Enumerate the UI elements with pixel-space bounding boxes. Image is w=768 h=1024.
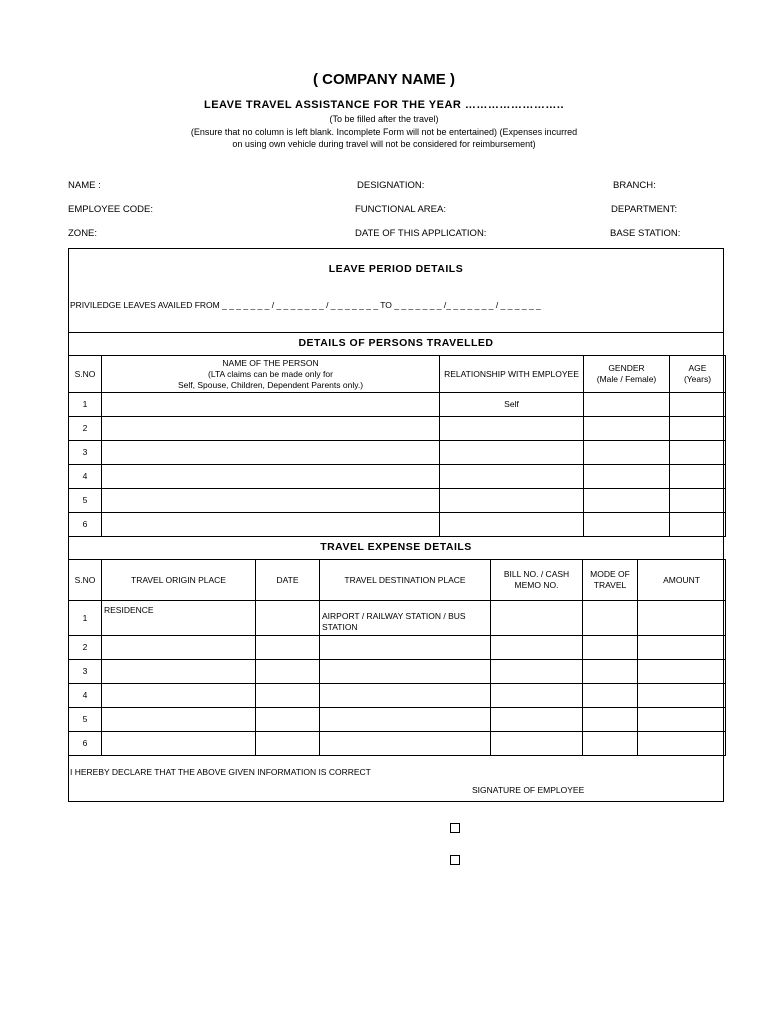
origin-cell[interactable]: RESIDENCE [102,601,256,636]
destination-cell[interactable] [320,708,491,732]
mode-cell[interactable] [583,601,638,636]
row-sno: 3 [69,441,102,465]
gender-cell[interactable] [584,489,670,513]
person-name-cell[interactable] [102,465,440,489]
person-name-cell[interactable] [102,441,440,465]
table-row [69,732,726,756]
age-cell[interactable] [670,513,726,537]
table-row [69,417,726,441]
origin-cell[interactable] [102,708,256,732]
signature-label: SIGNATURE OF EMPLOYEE [472,785,585,795]
table-row [69,601,726,636]
col-age [670,356,726,393]
col-mode-line2: TRAVEL [593,580,627,590]
bill-cell[interactable] [491,601,583,636]
row-sno: 3 [69,660,102,684]
age-cell[interactable] [670,441,726,465]
form-note-2: (Ensure that no column is left blank. Incomplete Form will not be entertained) (Expenses incurred [190,127,578,137]
form-title: LEAVE TRAVEL ASSISTANCE FOR THE YEAR …………………….. [203,99,565,111]
destination-cell[interactable] [320,660,491,684]
persons-table [68,355,726,537]
person-name-cell[interactable] [102,393,440,417]
relationship-cell[interactable] [440,441,584,465]
relationship-cell[interactable] [440,417,584,441]
date-cell[interactable] [256,684,320,708]
row-sno: 4 [69,465,102,489]
age-cell[interactable] [670,393,726,417]
amount-cell[interactable] [638,708,726,732]
col-age-line2: (Years) [683,374,712,384]
destination-cell[interactable]: AIRPORT / RAILWAY STATION / BUS STATION [320,601,491,636]
bill-cell[interactable] [491,708,583,732]
expenses-heading: TRAVEL EXPENSE DETAILS [320,541,472,553]
gender-cell[interactable] [584,465,670,489]
divider [68,332,724,333]
mode-cell[interactable] [583,684,638,708]
origin-cell[interactable] [102,684,256,708]
col-amount: AMOUNT [638,560,726,601]
employee-code-label: EMPLOYEE CODE: [68,204,153,215]
row-sno: 2 [69,417,102,441]
bill-cell[interactable] [491,636,583,660]
row-sno: 2 [69,636,102,660]
persons-heading: DETAILS OF PERSONS TRAVELLED [298,337,494,349]
table-row [69,708,726,732]
amount-cell[interactable] [638,601,726,636]
mode-cell[interactable] [583,660,638,684]
row-sno: 5 [69,708,102,732]
checkbox[interactable] [450,855,460,865]
col-relationship: RELATIONSHIP WITH EMPLOYEE [440,356,584,393]
col-gender-line2: (Male / Female) [596,374,657,384]
bill-cell[interactable] [491,660,583,684]
col-age-line1: AGE [688,363,707,373]
designation-label: DESIGNATION: [357,180,425,191]
gender-cell[interactable] [584,441,670,465]
date-cell[interactable] [256,660,320,684]
col-gender [584,356,670,393]
destination-cell[interactable] [320,636,491,660]
gender-cell[interactable] [584,513,670,537]
date-cell[interactable] [256,636,320,660]
table-row [69,393,726,417]
origin-cell[interactable] [102,636,256,660]
base-station-label: BASE STATION: [610,228,681,239]
col-bill-line2: MEMO NO. [514,580,559,590]
col-date: DATE [256,560,320,601]
date-cell[interactable] [256,708,320,732]
col-person-name [102,356,440,393]
col-origin: TRAVEL ORIGIN PLACE [102,560,256,601]
gender-cell[interactable] [584,393,670,417]
date-cell[interactable] [256,601,320,636]
person-name-cell[interactable] [102,513,440,537]
table-row [69,636,726,660]
table-row [69,465,726,489]
amount-cell[interactable] [638,636,726,660]
age-cell[interactable] [670,465,726,489]
name-label: NAME : [68,180,101,191]
age-cell[interactable] [670,417,726,441]
checkbox[interactable] [450,823,460,833]
table-row [69,684,726,708]
form-note-1: (To be filled after the travel) [329,114,439,124]
table-row [69,513,726,537]
expenses-table [68,559,726,756]
table-row [69,441,726,465]
person-name-cell[interactable] [102,417,440,441]
col-destination: TRAVEL DESTINATION PLACE [320,560,491,601]
mode-cell[interactable] [583,708,638,732]
bill-cell[interactable] [491,684,583,708]
col-person-name-line1: NAME OF THE PERSON [222,357,319,368]
row-sno: 6 [69,732,102,756]
col-bill-line1: BILL NO. / CASH [503,569,570,579]
age-cell[interactable] [670,489,726,513]
company-name: ( COMPANY NAME ) [313,71,455,88]
zone-label: ZONE: [68,228,98,239]
origin-cell[interactable] [102,732,256,756]
relationship-cell[interactable]: Self [440,393,584,417]
bill-cell[interactable] [491,732,583,756]
table-row [69,489,726,513]
relationship-cell[interactable] [440,489,584,513]
persons-header-row [69,356,726,393]
expenses-header-row [69,560,726,601]
amount-cell[interactable] [638,660,726,684]
origin-cell[interactable] [102,660,256,684]
relationship-cell[interactable] [440,465,584,489]
col-sno: S.NO [69,560,102,601]
department-label: DEPARTMENT: [611,204,678,215]
leave-period-line: PRIVILEDGE LEAVES AVAILED FROM _ _ _ _ _ _ _ / _ _ _ _ _ _ _ / _ _ _ _ _ _ _ TO _ _ _ _ _ _ _ /_ _ _ _ _ _ _ / _ _ _ _ _ _ [70,300,541,310]
col-sno: S.NO [69,356,102,393]
destination-cell[interactable] [320,732,491,756]
destination-cell[interactable] [320,684,491,708]
leave-period-heading: LEAVE PERIOD DETAILS [328,263,464,275]
col-gender-line1: GENDER [608,363,645,373]
row-sno: 1 [69,393,102,417]
row-sno: 5 [69,489,102,513]
amount-cell[interactable] [638,732,726,756]
branch-label: BRANCH: [613,180,656,191]
form-note-3: on using own vehicle during travel will not be considered for reimbursement) [232,139,536,149]
col-person-name-line2: (LTA claims can be made only for [208,368,333,379]
table-row [69,660,726,684]
amount-cell[interactable] [638,684,726,708]
col-mode [583,560,638,601]
row-sno: 1 [69,601,102,636]
mode-cell[interactable] [583,636,638,660]
person-name-cell[interactable] [102,489,440,513]
relationship-cell[interactable] [440,513,584,537]
col-bill [491,560,583,601]
col-mode-line1: MODE OF [590,569,630,579]
row-sno: 4 [69,684,102,708]
gender-cell[interactable] [584,417,670,441]
date-cell[interactable] [256,732,320,756]
row-sno: 6 [69,513,102,537]
col-person-name-line3: Self, Spouse, Children, Dependent Parents only.) [177,379,364,390]
date-of-application-label: DATE OF THIS APPLICATION: [355,228,487,239]
declaration-text: I HEREBY DECLARE THAT THE ABOVE GIVEN INFORMATION IS CORRECT [70,767,371,777]
functional-area-label: FUNCTIONAL AREA: [355,204,446,215]
mode-cell[interactable] [583,732,638,756]
